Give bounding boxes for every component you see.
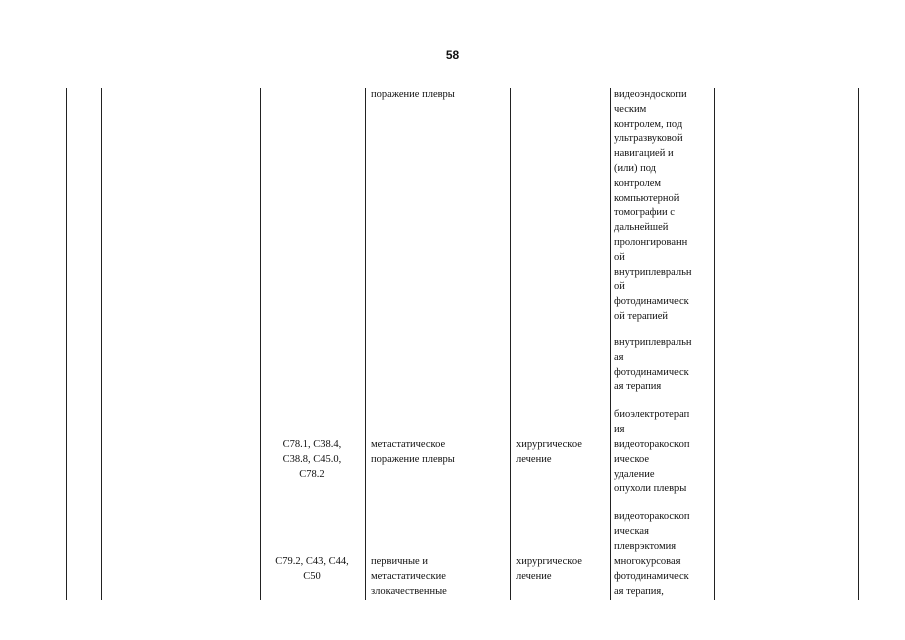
- diagnosis-line: поражение плевры: [371, 453, 455, 465]
- method-line: контролем, под: [614, 118, 683, 130]
- method-line: биоэлектротерап: [614, 409, 690, 420]
- method-line: видеоэндоскопи: [614, 89, 687, 100]
- method-line: ческим: [614, 103, 647, 115]
- table-column-divider: [365, 88, 366, 600]
- table-column-divider: [260, 88, 261, 600]
- method-line: внутриплевральн: [614, 266, 692, 278]
- method-line: видеоторакоскоп: [614, 511, 690, 522]
- method-line: (или) под: [614, 162, 657, 174]
- table-column-divider: [714, 88, 715, 600]
- diagnosis-line: метастатическое: [371, 439, 446, 450]
- table-column-divider: [610, 88, 611, 600]
- table-column-divider: [101, 88, 102, 600]
- method-line: видеоторакоскоп: [614, 439, 690, 450]
- treatment-cell: [516, 438, 582, 468]
- method-line: ультразвуковой: [614, 133, 683, 145]
- method-cell: [614, 88, 692, 325]
- method-line: ая терапия,: [614, 585, 664, 597]
- method-line: внутриплевральн: [614, 337, 692, 348]
- page-number: 58: [445, 48, 460, 62]
- code-line: C38.8, C45.0,: [282, 453, 342, 465]
- method-line: томографии с: [614, 207, 675, 219]
- table-column-divider: [510, 88, 511, 600]
- diagnosis-cell: [371, 555, 447, 599]
- treatment-cell: [516, 555, 582, 585]
- diagnosis-line: метастатические: [371, 570, 446, 582]
- method-line: контролем: [614, 177, 662, 189]
- method-line: пролонгированн: [614, 236, 688, 248]
- method-cell: [614, 336, 692, 395]
- treatment-line: хирургическое: [516, 556, 582, 567]
- method-line: ая терапия: [614, 381, 662, 393]
- code-line: C79.2, C43, C44,: [275, 556, 349, 567]
- diagnosis-line: поражение плевры: [371, 89, 455, 100]
- method-line: дальнейшей: [614, 222, 669, 234]
- method-line: многокурсовая: [614, 556, 681, 567]
- method-line: компьютерной: [614, 192, 680, 204]
- method-line: фотодинамическ: [614, 296, 689, 308]
- method-line: ой: [614, 281, 625, 293]
- method-cell: [614, 408, 689, 438]
- treatment-line: лечение: [516, 570, 552, 582]
- diagnosis-line: злокачественные: [371, 585, 447, 597]
- method-cell: [614, 555, 689, 599]
- diagnosis-line: первичные и: [371, 556, 428, 567]
- method-line: ая: [614, 351, 624, 363]
- method-cell: [614, 510, 689, 554]
- code-line: C50: [303, 570, 321, 582]
- method-cell: [614, 438, 689, 497]
- code-cell: [262, 555, 362, 585]
- method-line: фотодинамическ: [614, 570, 689, 582]
- method-line: опухоли плевры: [614, 483, 687, 495]
- method-line: ическое: [614, 453, 650, 465]
- method-line: фотодинамическ: [614, 366, 689, 378]
- method-line: плеврэктомия: [614, 540, 677, 552]
- method-line: ия: [614, 423, 625, 435]
- diagnosis-cell: [371, 88, 455, 103]
- method-line: ическая: [614, 525, 649, 537]
- code-line: C78.1, C38.4,: [282, 439, 342, 450]
- table-border-left: [66, 88, 67, 600]
- code-cell: [262, 438, 362, 482]
- method-line: навигацией и: [614, 148, 674, 160]
- method-line: ой: [614, 251, 625, 263]
- method-line: удаление: [614, 468, 655, 480]
- table-border-right: [858, 88, 859, 600]
- diagnosis-cell: [371, 438, 455, 468]
- code-line: C78.2: [299, 468, 325, 480]
- treatment-line: лечение: [516, 453, 552, 465]
- treatment-line: хирургическое: [516, 439, 582, 450]
- method-line: ой терапией: [614, 310, 669, 322]
